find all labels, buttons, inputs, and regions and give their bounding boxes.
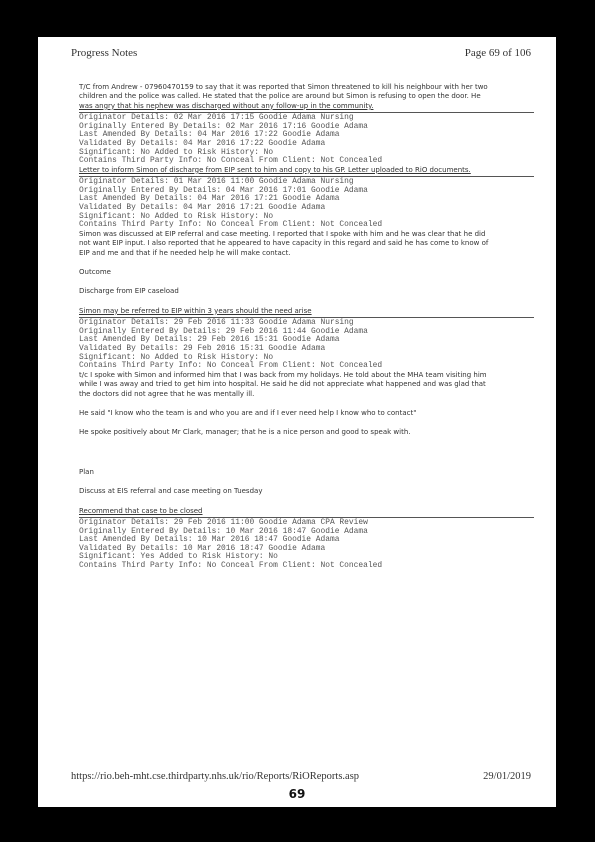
note-text: Letter to inform Simon of discharge from EIP sent to him and copy to his GP. Letter uploaded to RiO documents. — [79, 165, 471, 174]
footer-url: https://rio.beh-mht.cse.thirdparty.nhs.uk/rio/Reports/RiOReports.asp — [71, 771, 360, 782]
footer-date: 29/01/2019 — [483, 771, 531, 782]
note-text: T/C from Andrew - 07960470159 to say that it was reported that Simon threatened to kill his neighbour with her two children and the police was called. He stated that the police are around but Simon is refusing to open the door. He was angry that his nephew was discharged without any follow-up in the community. — [79, 83, 488, 110]
header-page-count: Page 69 of 106 — [464, 47, 531, 59]
note-metadata: Originator Details: 29 Feb 2016 11:33 Goodie Adama Nursing Originally Entered By Details: 29 Feb 2016 11:44 Goodie Adama Last Amended By Details: 29 Feb 2016 15:31 Goodie Adama Validated By Details: 29 Feb 2016 15:31 Goodie Adama Significant: No Added to Risk History: No Contains Third Party Info: No Conceal From Client: Not Concealed — [79, 318, 383, 371]
note-metadata: Originator Details: 01 Mar 2016 11:00 Goodie Adama Nursing Originally Entered By Details: 04 Mar 2016 17:01 Goodie Adama Last Amended By Details: 04 Mar 2016 17:21 Goodie Adama Validated By Details: 04 Mar 2016 17:21 Goodie Adama Significant: No Added to Risk History: No Contains Third Party Info: No Conceal From Client: Not Concealed — [79, 177, 383, 230]
note-text: t/c I spoke with Simon and informed him that I was back from my holidays. He told about the MHA team visiting him while I was away and tried to get him into hospital. He said he did not appreciate what happened and was glad that the doctors did not agree that he was mentally ill. He said "I know who the team is and who you are and if I ever need help I know who to contact" He spoke positively about Mr Clark, manager; that he is a nice person and good to speak with. Plan Discuss at EIS referral and case meeting on Tuesday Recommend that case to be closed — [79, 370, 487, 515]
header-title: Progress Notes — [71, 47, 138, 59]
notes-content — [79, 83, 534, 571]
document-page — [38, 37, 556, 807]
note-text: Simon was discussed at EIP referral and case meeting. I reported that I spoke with him and he was clear that he did not want EIP input. I also reported that he appeared to have capacity in this regard and said he has come to know of EIP and me and that if he needed help he will make contact. Outcome Discharge from EIP caseload Simon may be referred to EIP within 3 years should the need arise — [79, 229, 489, 315]
note-metadata: Originator Details: 29 Feb 2016 11:00 Goodie Adama CPA Review Originally Entered By Details: 10 Mar 2016 18:47 Goodie Adama Last Amended By Details: 10 Mar 2016 18:47 Goodie Adama Validated By Details: 10 Mar 2016 18:47 Goodie Adama Significant: Yes Added to Risk History: No Contains Third Party Info: No Conceal From Client: Not Concealed — [79, 518, 383, 570]
page-number: 69 — [288, 787, 306, 801]
note-metadata: Originator Details: 02 Mar 2016 17:15 Goodie Adama Nursing Originally Entered By Details: 02 Mar 2016 17:16 Goodie Adama Last Amended By Details: 04 Mar 2016 17:22 Goodie Adama Validated By Details: 04 Mar 2016 17:22 Goodie Adama Significant: No Added to Risk History: No Contains Third Party Info: No Conceal From Client: Not Concealed — [79, 113, 383, 166]
